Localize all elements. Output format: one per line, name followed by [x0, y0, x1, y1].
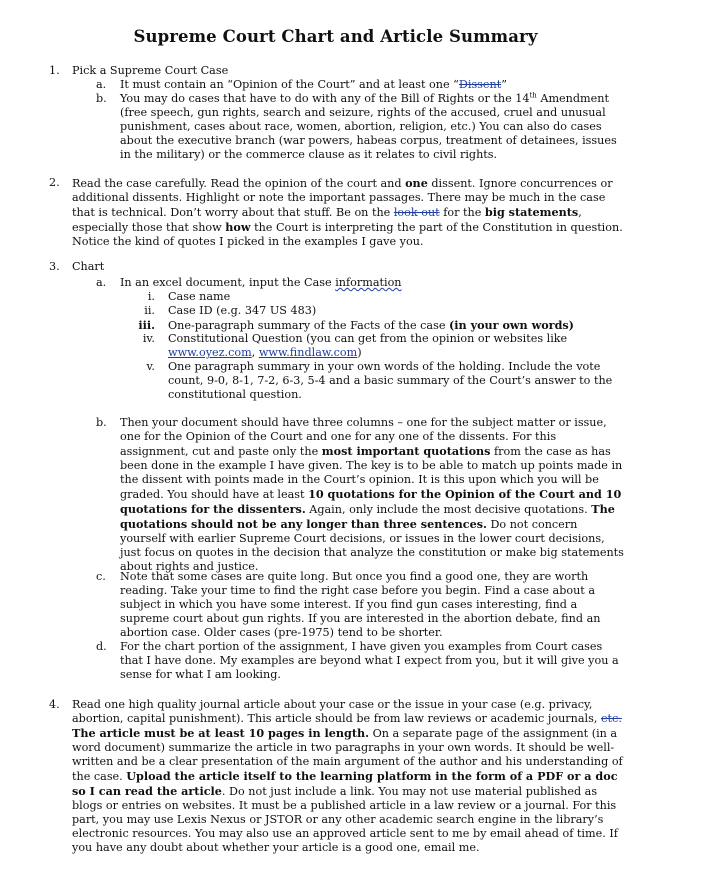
item-ii-text: Case ID (e.g. 347 US 483): [168, 304, 317, 317]
section-3c-label: c.: [96, 570, 106, 583]
section-3a-label: a.: [96, 276, 107, 289]
item-iii-label: iii.: [138, 318, 155, 332]
item-iv-label: iv.: [142, 332, 155, 345]
section-3d-label: d.: [96, 640, 107, 653]
section-1b-text: You may do cases that have to do with any of the Bill of Rights or the 14th Amendment (free speech, gun rights, search and seizure, rights of the accused, cruel and unusual punishment, cases about race, women, abortion, religion, etc.) You can also do cases about the executive branch (war powers, habeas corpus, treatment of detainees, issues in the military) or the commerce clause as it relates to civil rights.: [120, 91, 617, 161]
item-iii-text: One-paragraph summary of the Facts of the case (in your own words): [168, 318, 574, 332]
item-iv-text: Constitutional Question (you can get from the opinion or websites like www.oyez.com, www.findlaw.com): [168, 332, 568, 359]
oyez-link[interactable]: www.oyez.com: [168, 346, 252, 359]
section-3c-text: Note that some cases are quite long. But once you find a good one, they are worth reading. Take your time to find the right case before you begin. Find a case about a subject in which you have some interest. If you find gun cases interesting, find a supreme court about gun rights. If you are interested in the abortion debate, find an abortion case. Older cases (pre-1975) tend to be shorter.: [120, 570, 601, 639]
dissent-strike: Dissent: [458, 78, 502, 91]
section-4-text: Read one high quality journal article about your case or the issue in your case (e.g. privacy, abortion, capital punishment). This article should be from law reviews or academic journals, etc. The article must be at least 10 pages in length. On a separate page of the assignment (in a word document) summarize the article in two paragraphs in your own words. It should be well-written and be a clear presentation of the main argument of the author and his understanding of the case. Upload the article itself to the learning platform in the form of a PDF or a doc so I can read the article. Do not just include a link. You may not use material published as blogs or entries on websites. It must be a published article in a law review or a journal. For this part, you may use Lexis Nexus or JSTOR or any other academic search engine in the library’s electronic resources. You may also use an approved article sent to me by email ahead of time. If you have any doubt about whether your article is a good one, email me.: [72, 698, 623, 854]
item-i-text: Case name: [168, 290, 231, 303]
information-squiggle: information: [335, 276, 402, 289]
etc-strike: etc.: [600, 712, 622, 725]
page-title: Supreme Court Chart and Article Summary: [133, 27, 538, 46]
section-4-number: 4.: [49, 698, 60, 711]
section-1b-label: b.: [96, 92, 107, 105]
item-ii-label: ii.: [144, 304, 155, 317]
section-3d-text: For the chart portion of the assignment, I have given you examples from Court cases that I have done. My examples are beyond what I expect from you, but it will give you a sense for what I am looking.: [120, 640, 619, 681]
section-3b-label: b.: [96, 416, 107, 429]
section-2-number: 2.: [49, 176, 60, 189]
section-3-text: Chart: [72, 260, 105, 273]
item-i-label: i.: [147, 290, 155, 303]
section-3a-text: In an excel document, input the Case information: [120, 276, 402, 289]
section-2-text: Read the case carefully. Read the opinion of the court and one dissent. Ignore concurrences or additional dissents. Highlight or note the important passages. There may be much in the case that is technical. Don’t worry about that stuff. Be on the look out for the big statements, especially those that show how the Court is interpreting the part of the Constitution in question. Notice the kind of quotes I picked in the examples I gave you.: [72, 176, 623, 248]
item-v-label: v.: [146, 360, 155, 373]
section-1a-label: a.: [96, 78, 107, 91]
section-1a-text: It must contain an “Opinion of the Court” and at least one “Dissent”: [120, 78, 507, 91]
section-1-text: Pick a Supreme Court Case: [72, 64, 229, 77]
section-3b-text: Then your document should have three columns – one for the subject matter or issue, one for the Opinion of the Court and one for any one of the dissents. For this assignment, cut and paste only the most important quotations from the case as has been done in the example I have given. The key is to be able to match up points made in the dissent with points made in the Court’s opinion. It is this upon which you will be graded. You should have at least 10 quotations for the Opinion of the Court and 10 quotations for the dissenters. Again, only include the most decisive quotations. The quotations should not be any longer than three sentences. Do not concern yourself with earlier Supreme Court decisions, or issues in the lower court decisions, just focus on quotes in the decision that analyze the constitution or make big statements about rights and justice.: [120, 416, 624, 573]
lookout-strike: look out: [393, 206, 440, 219]
section-1-number: 1.: [49, 64, 60, 77]
section-3-number: 3.: [49, 260, 60, 273]
findlaw-link[interactable]: www.findlaw.com: [258, 346, 358, 359]
item-v-text: One paragraph summary in your own words of the holding. Include the vote count, 9-0, 8-1, 7-2, 6-3, 5-4 and a basic summary of the Court’s answer to the constitutional question.: [168, 360, 613, 401]
